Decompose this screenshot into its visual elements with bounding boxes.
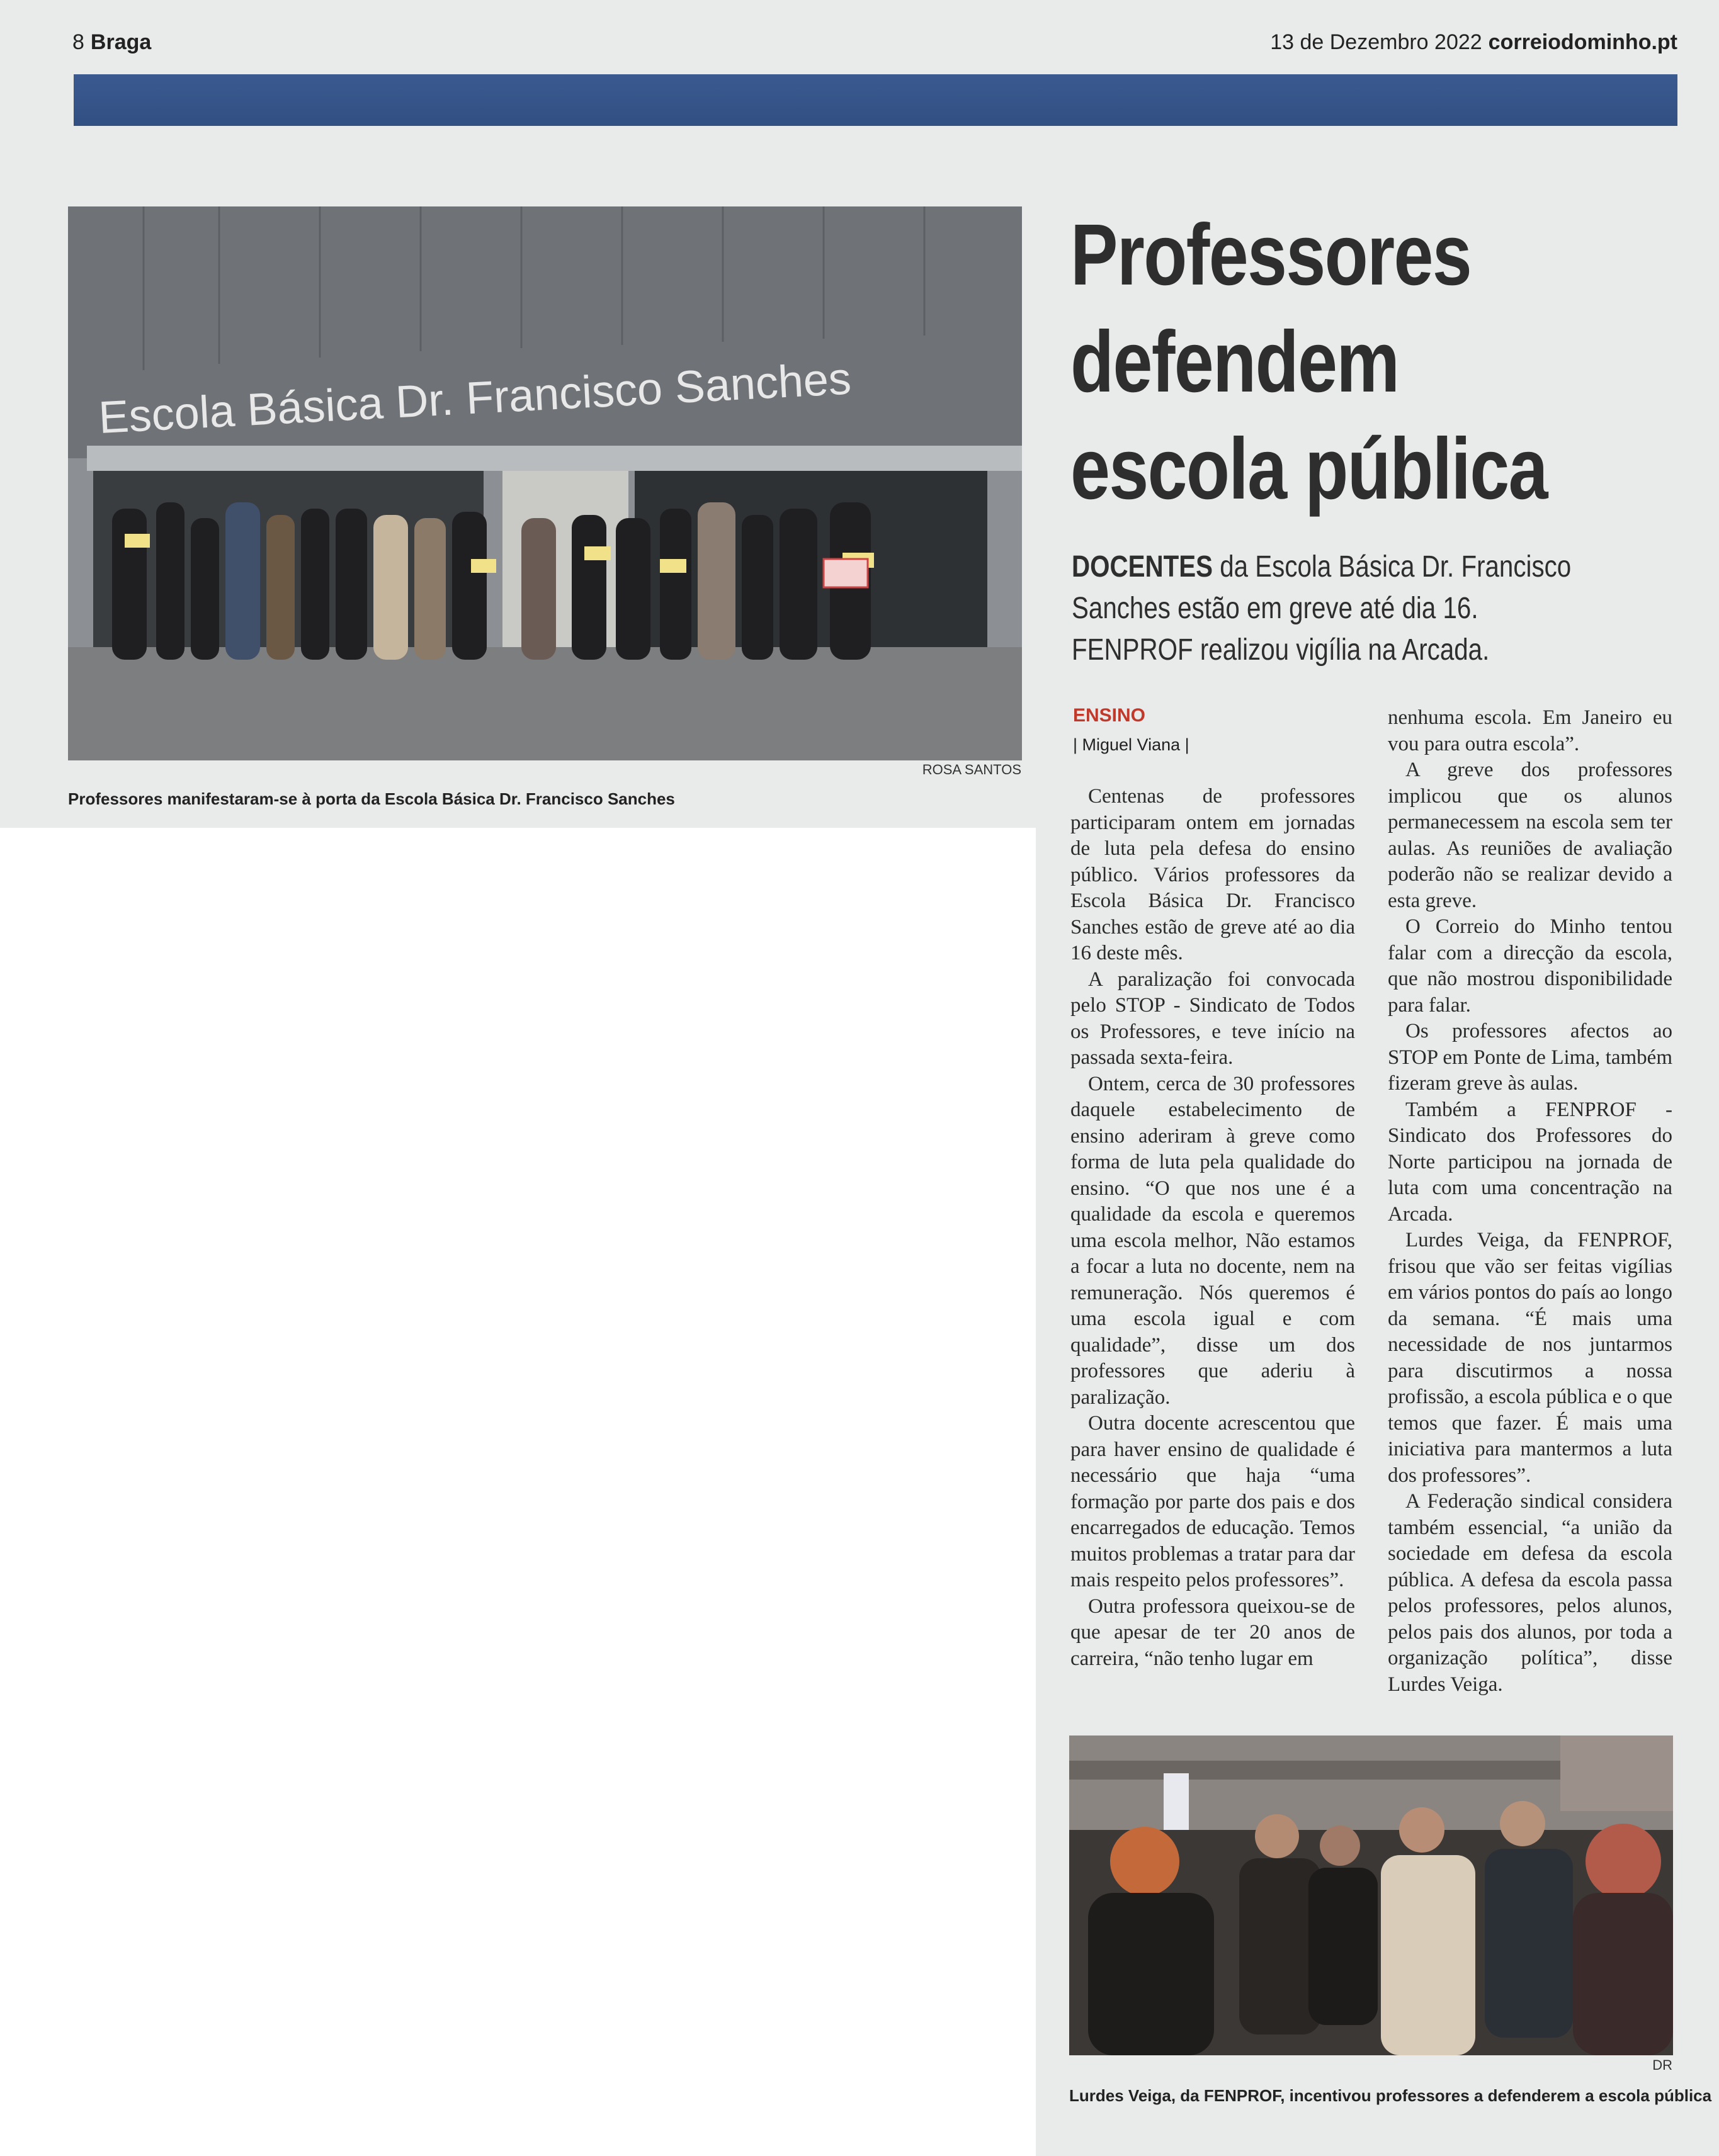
paragraph: A Federação sindical considera também essencial, “a união da sociedade em defesa da escola pública. A defesa da escola passa pelos professores, pelos alunos, pelos pais dos alunos, por toda a organização política”, disse Lurdes Veiga. xyxy=(1388,1490,1672,1696)
lead-bold: DOCENTES xyxy=(1072,550,1213,584)
page-header-right xyxy=(1270,30,1677,55)
school-protest-photo xyxy=(68,206,1022,760)
author-byline: | Miguel Viana | xyxy=(1073,735,1189,754)
section-name: Braga xyxy=(90,30,152,54)
photo-credit: ROSA SANTOS xyxy=(922,762,1021,777)
section-kicker: ENSINO xyxy=(1073,705,1146,726)
paragraph: Lurdes Veiga, da FENPROF, frisou que vão ser feitas vigílias em vários pontos do país ao longo da semana. “É mais uma necessidade de nos juntarmos para discutirmos a nossa profissão, a escola pública e o que temos que fazer. É mais uma iniciativa para mantermos a luta dos professores”. xyxy=(1388,1229,1672,1487)
issue-date: 13 de Dezembro 2022 xyxy=(1270,30,1482,54)
school-sign-text: Escola Básica Dr. Francisco Sanches xyxy=(97,353,853,443)
paragraph: Outra professora queixou-se de que apesar de ter 20 anos de carreira, “não tenho lugar em xyxy=(1070,1594,1355,1670)
paragraph: A greve dos professores implicou que os alunos permanecessem na escola sem ter aulas. As reuniões de avaliação poderão não se realizar devido a esta greve. xyxy=(1388,759,1672,912)
headline-line: escola pública xyxy=(1070,420,1547,517)
paragraph: nenhuma escola. Em Janeiro eu vou para outra escola”. xyxy=(1388,706,1672,755)
photo-credit: DR xyxy=(1652,2057,1672,2073)
page-number: 8 xyxy=(72,30,84,54)
headline-line: defendem xyxy=(1070,313,1399,410)
photo-caption: Professores manifestaram-se à porta da Escola Básica Dr. Francisco Sanches xyxy=(68,789,675,808)
headline-line: Professores xyxy=(1070,206,1472,303)
publication-site: correiodominho.pt xyxy=(1488,30,1677,54)
page-header-left xyxy=(72,30,151,55)
paragraph: O Correio do Minho tentou falar com a direcção da escola, que não mostrou disponibilidade para falar. xyxy=(1388,915,1672,1017)
paragraph: Os professores afectos ao STOP em Ponte de Lima, também fizeram greve às aulas. xyxy=(1388,1020,1672,1095)
paragraph: Centenas de professores participaram ontem em jornadas de luta pela defesa do ensino público. Vários professores da Escola Básica Dr. Francisco Sanches estão de greve até ao dia 16 deste mês. xyxy=(1070,785,1355,964)
lead-text: Sanches estão em greve até dia 16. xyxy=(1072,592,1478,625)
article-headline xyxy=(1070,201,1566,522)
vigil-photo xyxy=(1069,1736,1673,2055)
article-lead xyxy=(1072,546,1590,671)
photo-caption: Lurdes Veiga, da FENPROF, incentivou professores a defenderem a escola pública xyxy=(1069,2086,1712,2105)
paragraph: Outra docente acrescentou que para haver ensino de qualidade é necessário que haja “uma formação por parte dos pais e dos encarregados de educação. Temos muitos problemas a tratar para dar mais respeito pelos professores”. xyxy=(1070,1412,1355,1591)
paragraph: Ontem, cerca de 30 professores daquele estabelecimento de ensino aderiram à greve como forma de luta pela qualidade do ensino. “O que nos une é a qualidade da escola e queremos uma escola melhor, Não estamos a focar a luta no docente, nem na remuneração. Nós queremos é uma escola igual e com qualidade”, disse um dos professores que aderiu à paralização. xyxy=(1070,1072,1355,1409)
paragraph: Também a FENPROF - Sindicato dos Professores do Norte participou na jornada de luta com uma concentração na Arcada. xyxy=(1388,1098,1672,1226)
article-column-2 xyxy=(1388,705,1672,1698)
lead-text: FENPROF realizou vigília na Arcada. xyxy=(1072,633,1490,667)
article-column-1 xyxy=(1070,784,1355,1672)
lead-text: da Escola Básica Dr. Francisco xyxy=(1213,550,1572,584)
header-bar xyxy=(74,74,1677,126)
paragraph: A paralização foi convocada pelo STOP - Sindicato de Todos os Professores, e teve início na passada sexta-feira. xyxy=(1070,968,1355,1069)
